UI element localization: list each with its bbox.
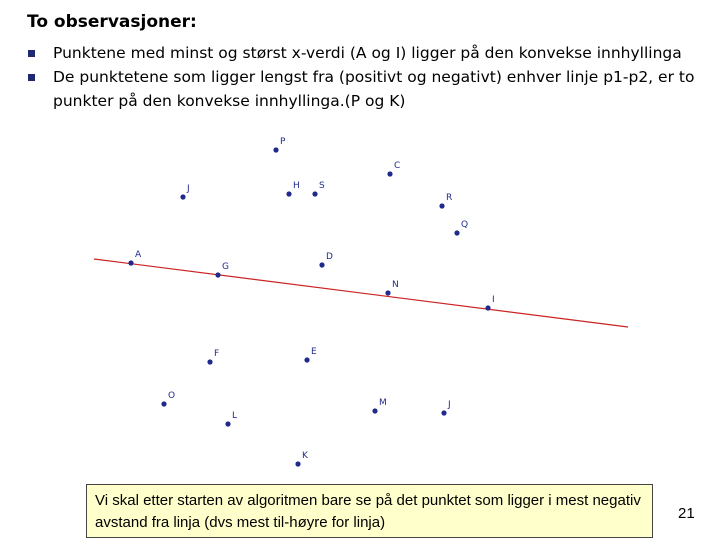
point-marker bbox=[295, 461, 300, 466]
point-marker bbox=[387, 171, 392, 176]
point-marker bbox=[225, 421, 230, 426]
point-label: S bbox=[319, 181, 325, 191]
dividing-line-p1-p2 bbox=[94, 259, 628, 327]
point-label: D bbox=[326, 252, 333, 262]
point-marker bbox=[180, 194, 185, 199]
point-label: E bbox=[311, 347, 317, 357]
point-label: N bbox=[392, 280, 399, 290]
point-marker bbox=[454, 230, 459, 235]
point-label: J bbox=[448, 400, 451, 410]
point-label: M bbox=[379, 398, 387, 408]
point-label: P bbox=[280, 137, 286, 147]
point-marker bbox=[312, 191, 317, 196]
points-layer bbox=[128, 137, 494, 467]
point-label: F bbox=[214, 349, 220, 359]
point-label: J bbox=[187, 184, 190, 194]
point-label: K bbox=[302, 451, 308, 461]
point-label: A bbox=[135, 250, 142, 260]
point-label: O bbox=[168, 391, 176, 401]
point-marker bbox=[439, 203, 444, 208]
point-label: L bbox=[232, 411, 238, 421]
callout-box: Vi skal etter starten av algoritmen bare se på det punktet som ligger i mest negativ avstand fra linja (dvs mest til-høyre for linja) bbox=[86, 484, 653, 538]
point-label: G bbox=[222, 262, 229, 272]
point-label: H bbox=[293, 181, 300, 191]
point-marker bbox=[273, 147, 278, 152]
point-marker bbox=[372, 408, 377, 413]
point-marker bbox=[161, 401, 166, 406]
point-marker bbox=[286, 191, 291, 196]
point-marker bbox=[128, 260, 133, 265]
bullet-text: Punktene med minst og størst x-verdi (A og I) ligger på den konvekse innhyllinga bbox=[53, 44, 682, 62]
bullet-text: De punktetene som ligger lengst fra (positivt og negativt) enhver linje p1-p2, er to punkter på den konvekse innhyllinga.(P og K) bbox=[53, 68, 695, 110]
point-marker bbox=[485, 305, 490, 310]
point-label: Q bbox=[461, 220, 469, 230]
point-label: C bbox=[394, 161, 401, 171]
point-label: I bbox=[492, 295, 495, 305]
point-label: R bbox=[446, 193, 453, 203]
page-number: 21 bbox=[678, 505, 695, 522]
point-marker bbox=[304, 357, 309, 362]
point-marker bbox=[319, 262, 324, 267]
point-marker bbox=[385, 290, 390, 295]
point-marker bbox=[207, 359, 212, 364]
point-marker bbox=[215, 272, 220, 277]
point-marker bbox=[441, 410, 446, 415]
slide-title: To observasjoner: bbox=[27, 12, 197, 32]
